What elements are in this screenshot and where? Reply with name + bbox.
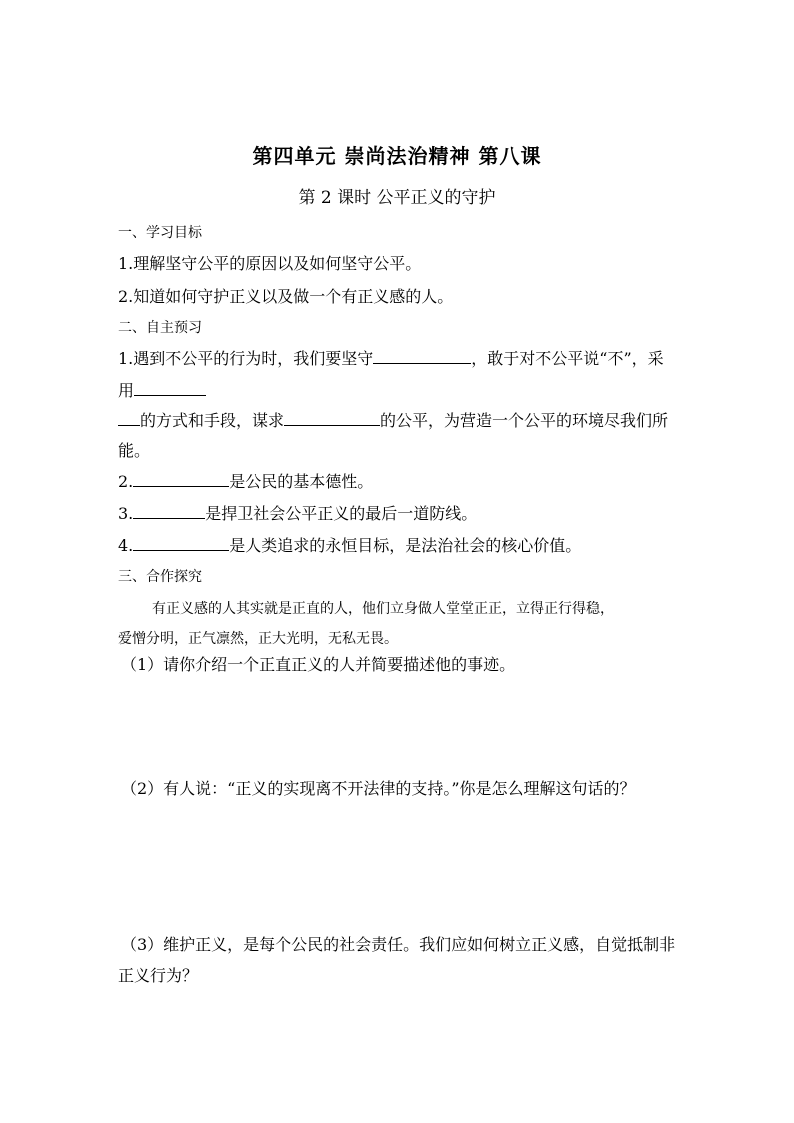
preview-q4: [118, 533, 581, 556]
preview-q1-text-c: 用: [118, 381, 135, 400]
page-subtitle: 第 2 课时 公平正义的守护: [298, 188, 496, 208]
preview-q3-num: 3.: [118, 504, 134, 523]
preview-q4-num: 4.: [118, 536, 134, 555]
fill-blank[interactable]: [118, 409, 140, 426]
inquiry-passage-line1: 有正义感的人其实就是正直的人，他们立身做人堂堂正正，立得正行得稳，: [152, 601, 614, 617]
section-heading-preview: 二、自主预习: [118, 320, 202, 336]
fill-blank[interactable]: [373, 347, 471, 364]
page-title: 第四单元 崇尚法治精神 第八课: [252, 144, 542, 168]
preview-q1-line4: 能。: [118, 441, 151, 460]
preview-q1-text-b: ，敢于对不公平说“不”，采: [471, 349, 664, 368]
fill-blank[interactable]: [133, 502, 205, 519]
section-heading-inquiry: 三、合作探究: [118, 569, 202, 585]
inquiry-question-3-line1: （3）维护正义，是每个公民的社会责任。我们应如何树立正义感，自觉抵制非: [121, 935, 676, 954]
objective-item-2: 2.知道如何守护正义以及做一个有正义感的人。: [118, 287, 454, 306]
preview-q2: [118, 469, 373, 492]
objective-item-1: 1.理解坚守公平的原因以及如何坚守公平。: [118, 254, 422, 273]
preview-q1-text-a: 1.遇到不公平的行为时，我们要坚守: [118, 349, 374, 368]
fill-blank[interactable]: [133, 534, 229, 551]
inquiry-question-1: （1）请你介绍一个正直正义的人并简要描述他的事迹。: [121, 655, 516, 674]
preview-q1-line1: [118, 346, 664, 369]
section-heading-objectives: 一、学习目标: [118, 225, 202, 241]
preview-q4-text: 是人类追求的永恒目标，是法治社会的核心价值。: [229, 536, 582, 555]
preview-q1-line2: [118, 378, 206, 401]
preview-q2-num: 2.: [118, 472, 134, 491]
fill-blank[interactable]: [134, 379, 206, 396]
inquiry-passage-line2: 爱憎分明，正气凛然，正大光明，无私无畏。: [118, 631, 398, 647]
fill-blank[interactable]: [133, 470, 229, 487]
preview-q1-text-d: 的方式和手段，谋求: [140, 411, 285, 430]
preview-q3-text: 是捍卫社会公平正义的最后一道防线。: [205, 504, 478, 523]
inquiry-question-3-line2: 正义行为？: [118, 966, 199, 985]
preview-q3: [118, 501, 477, 524]
inquiry-question-2: （2）有人说：“正义的实现离不开法律的支持。”你是怎么理解这句话的？: [121, 779, 636, 798]
preview-q2-text: 是公民的基本德性。: [229, 472, 374, 491]
preview-q1-line3: [118, 408, 668, 431]
preview-q1-text-e: 的公平，为营造一个公平的环境尽我们所: [380, 411, 669, 430]
fill-blank[interactable]: [284, 409, 380, 426]
